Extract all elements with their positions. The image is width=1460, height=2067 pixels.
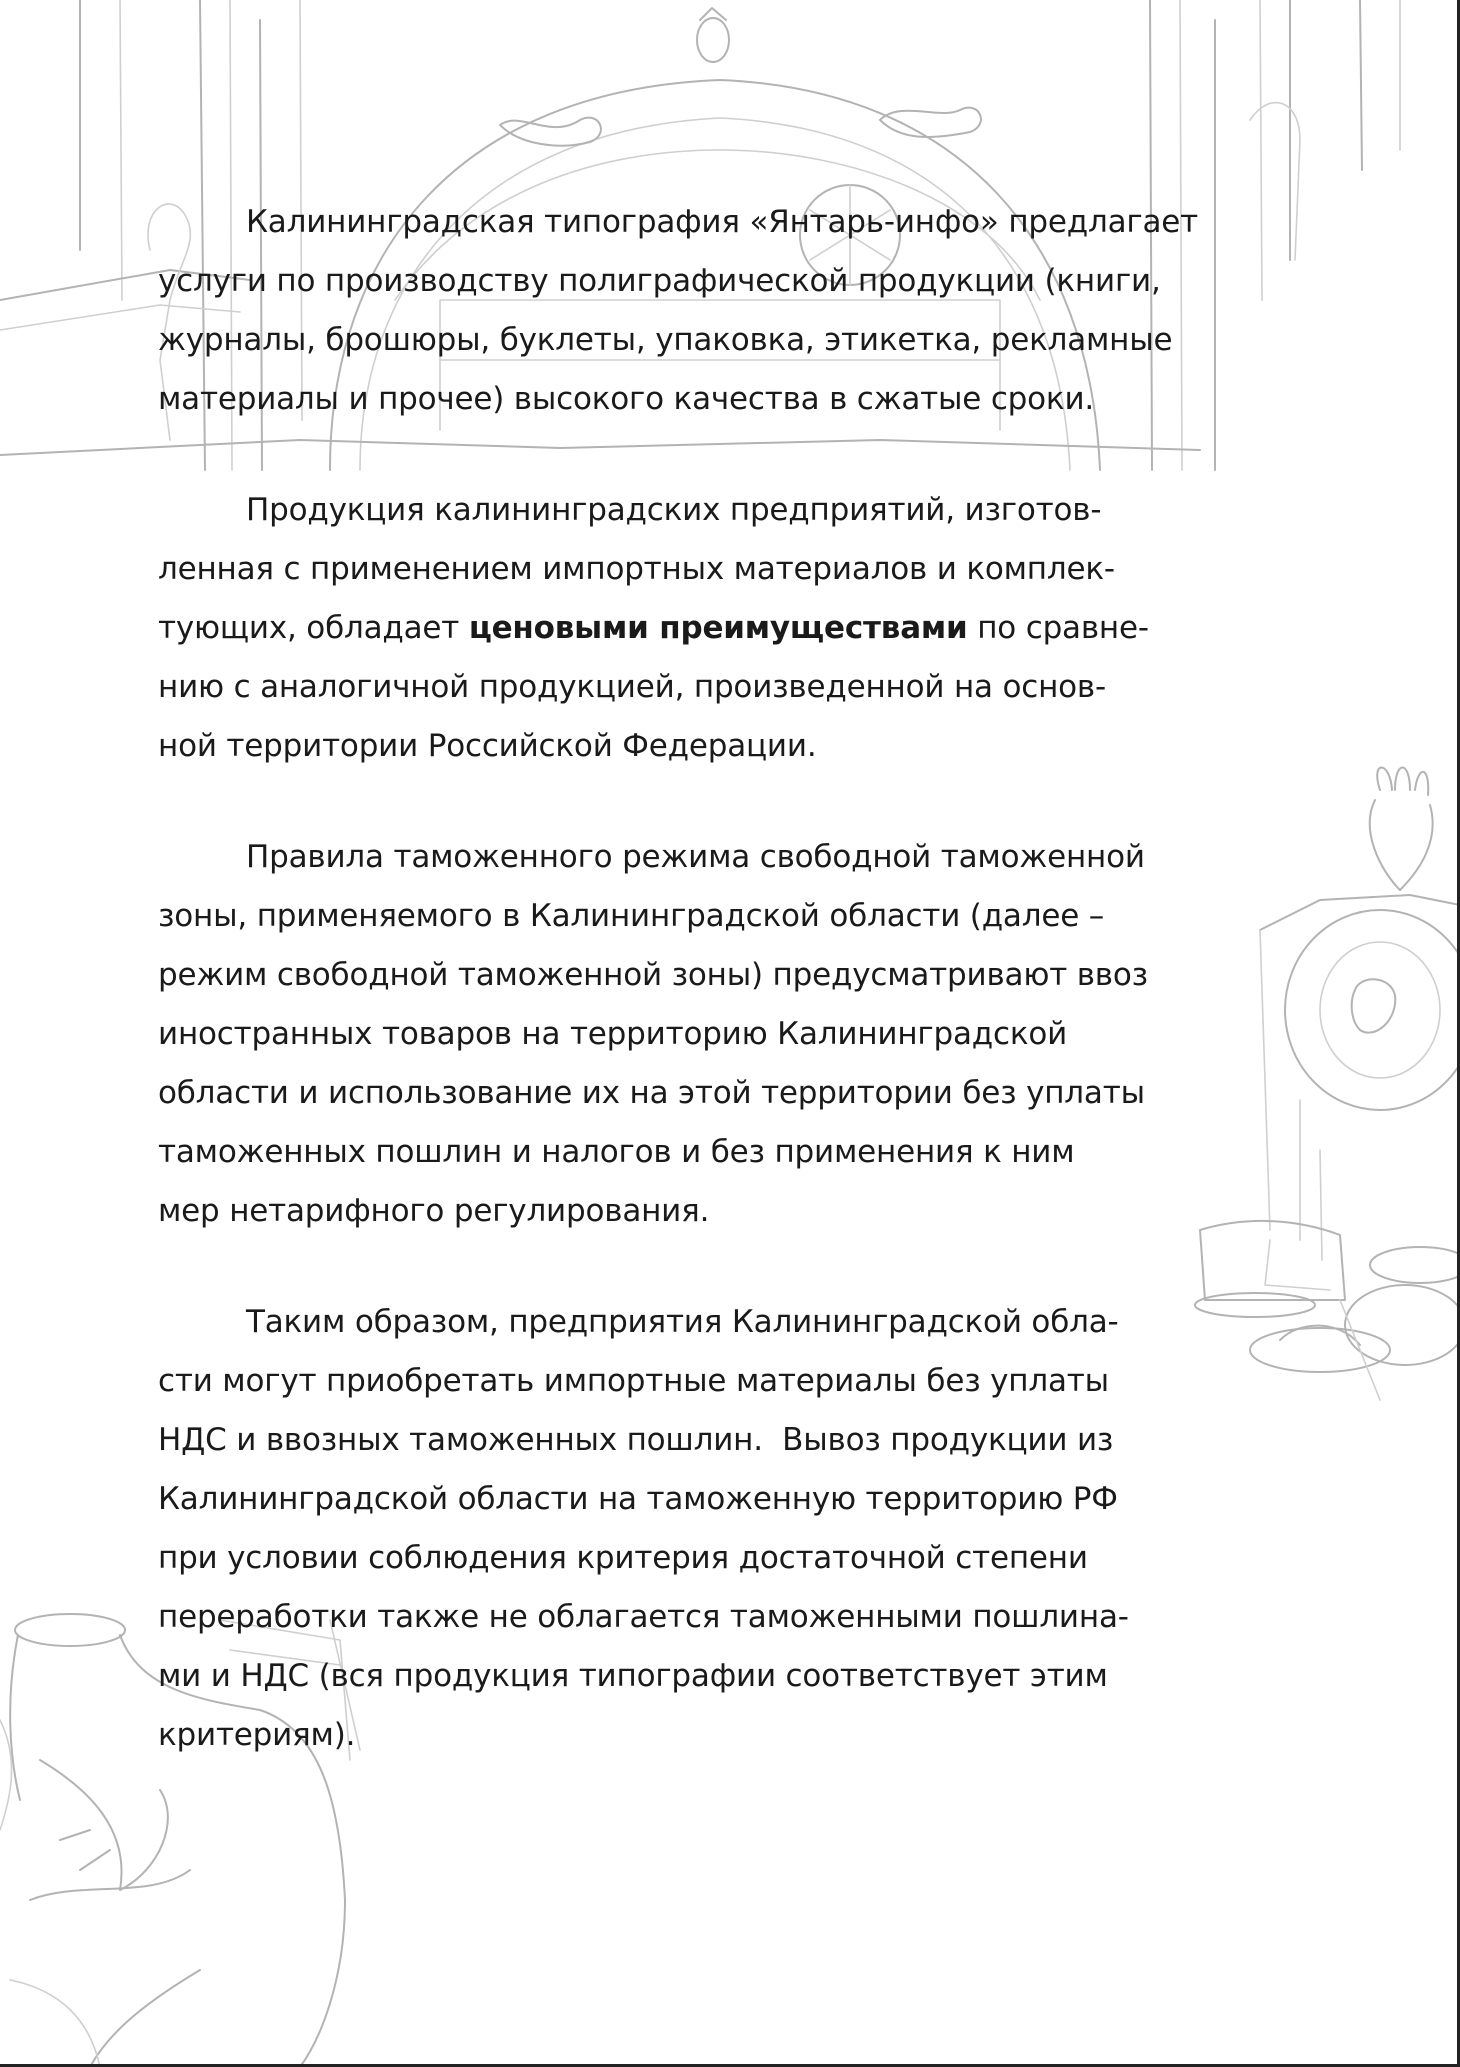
text-line: Калининградской области на таможенную территорию РФ bbox=[158, 1481, 1118, 1517]
text-line: ленная с применением импортных материалов и комплек- bbox=[158, 551, 1115, 587]
paragraph-services bbox=[158, 193, 1250, 429]
text-line: критериям). bbox=[158, 1717, 356, 1753]
text-line: ми и НДС (вся продукция типографии соответствует этим bbox=[158, 1658, 1108, 1694]
text-line: сти могут приобретать импортные материалы без уплаты bbox=[158, 1363, 1109, 1399]
text-line: таможенных пошлин и налогов и без применения к ним bbox=[158, 1134, 1075, 1170]
text-line: материалы и прочее) высокого качества в сжатые сроки. bbox=[158, 381, 1095, 417]
text-line: услуги по производству полиграфической продукции (книги, bbox=[158, 263, 1161, 299]
text-line: Калининградская типография «Янтарь-инфо» предлагает bbox=[246, 204, 1199, 240]
text-line: режим свободной таможенной зоны) предусматривают ввоз bbox=[158, 957, 1148, 993]
text-line: Продукция калининградских предприятий, изготов- bbox=[246, 492, 1102, 528]
text-fragment: по сравне- bbox=[967, 610, 1149, 646]
text-line: переработки также не облагается таможенными пошлина- bbox=[158, 1599, 1129, 1635]
text-fragment: тующих, обладает bbox=[158, 610, 469, 646]
text-line: мер нетарифного регулирования. bbox=[158, 1193, 710, 1229]
paragraph-customs-regime bbox=[158, 828, 1250, 1241]
text-line: НДС и ввозных таможенных пошлин. Вывоз продукции из bbox=[158, 1422, 1114, 1458]
text-line: зоны, применяемого в Калининградской области (далее – bbox=[158, 898, 1105, 934]
text-line: при условии соблюдения критерия достаточной степени bbox=[158, 1540, 1088, 1576]
text-line: Таким образом, предприятия Калининградской обла- bbox=[246, 1304, 1119, 1340]
text-line: Правила таможенного режима свободной таможенной bbox=[246, 839, 1145, 875]
text-line: области и использование их на этой территории без уплаты bbox=[158, 1075, 1145, 1111]
text-line: журналы, брошюры, буклеты, упаковка, этикетка, рекламные bbox=[158, 322, 1173, 358]
emphasis-price-advantages: ценовыми преимуществами bbox=[468, 610, 968, 646]
paragraph-conclusion bbox=[158, 1293, 1250, 1765]
text-line: иностранных товаров на территорию Калининградской bbox=[158, 1016, 1068, 1052]
paragraph-price-advantage bbox=[158, 481, 1250, 776]
body-text bbox=[158, 193, 1250, 1817]
text-line: нию с аналогичной продукцией, произведенной на основ- bbox=[158, 669, 1106, 705]
text-line: ной территории Российской Федерации. bbox=[158, 728, 817, 764]
text-line-with-emphasis bbox=[158, 599, 1250, 658]
